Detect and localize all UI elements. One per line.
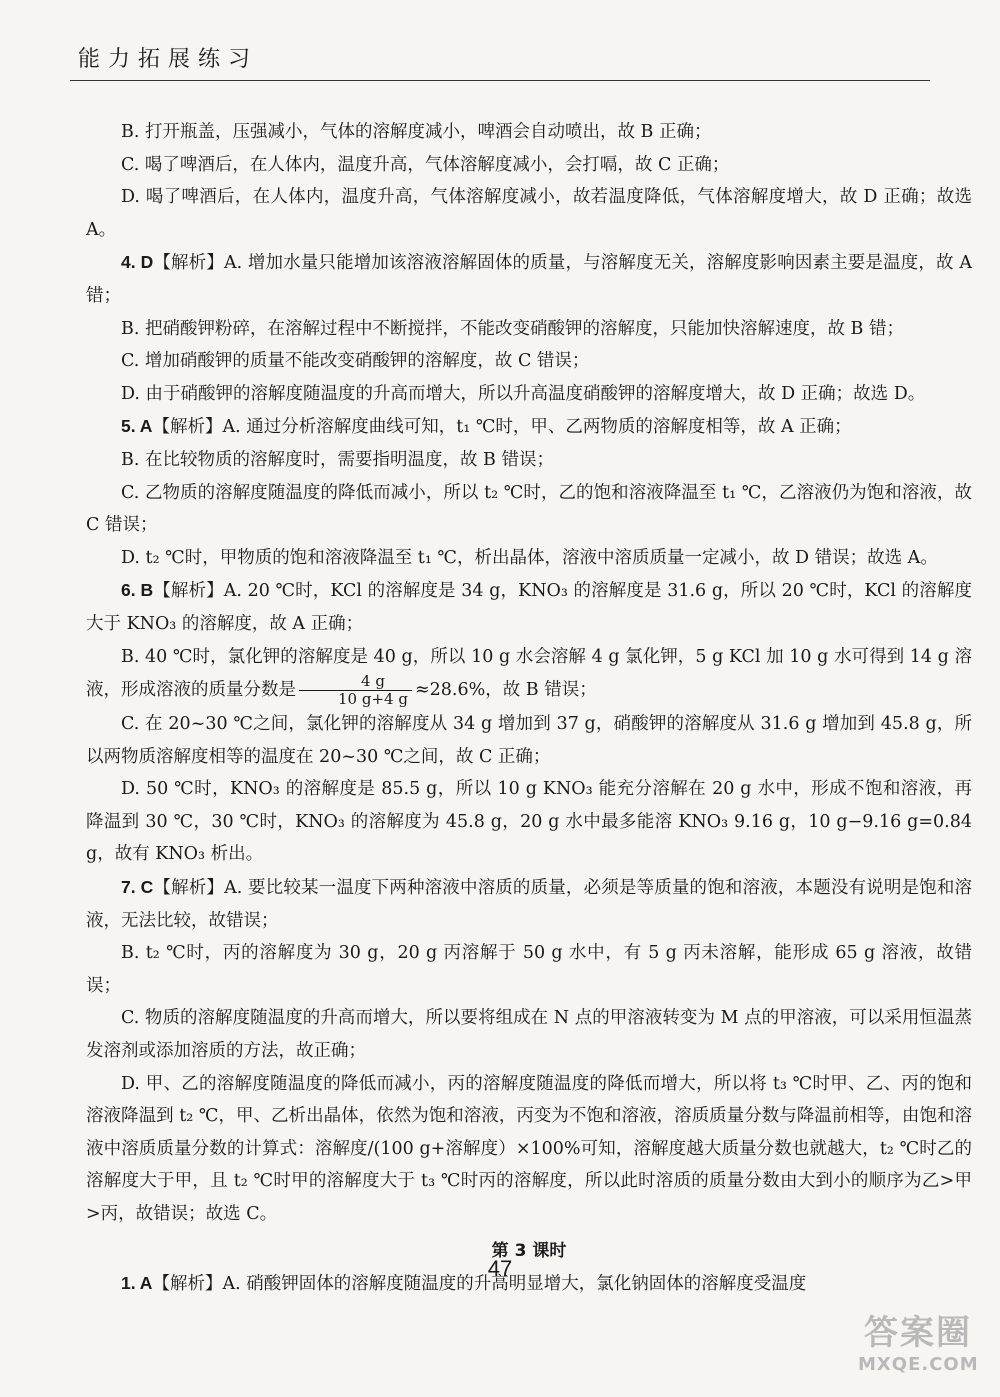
mass-fraction [299,673,412,708]
watermark-logo-text: 答案圈 [864,1313,972,1353]
question-6 [86,574,972,640]
answer-number: 6. B [121,580,154,601]
fraction-trail-text: ≈28.6%，故 B 错误； [414,680,597,701]
answer-text [86,116,972,1301]
header-divider [70,80,930,81]
analysis-text: 【解析】A. 20 ℃时，KCl 的溶解度是 34 g，KNO₃ 的溶解度是 31.6 g，所以 20 ℃时，KCl 的溶解度大于 KNO₃ 的溶解度，故 A 正确； [86,581,972,634]
answer-number: 5. A [121,416,153,437]
paragraph: D. 由于硝酸钾的溶解度随温度的升高而增大，所以升高温度硝酸钾的溶解度增大，故 D 正确；故选 D。 [121,383,926,404]
paragraph: C. 在 20~30 ℃之间，氯化钾的溶解度从 34 g 增加到 37 g，硝酸钾的溶解度从 31.6 g 增加到 45.8 g，所以两物质溶解度相等的温度在 20~30 ℃之间，故 C 正确； [86,714,972,767]
answer-number: 7. C [121,877,154,898]
watermark-logo [858,1312,978,1390]
running-header: 能力拓展练习 [78,47,259,72]
page-number: 47 [487,1256,513,1281]
fraction-lead-text: B. 40 ℃时，氯化钾的溶解度是 40 g，所以 10 g 水会溶解 4 g 氯化钾，5 g KCl 加 10 g 水可得到 14 g 溶液，形成溶液的质量分数是 [86,646,972,701]
question-7 [86,871,972,937]
paragraph: B. 打开瓶盖，压强减小，气体的溶解度减小，啤酒会自动喷出，故 B 正确； [121,122,712,142]
fraction-numerator: 4 g [299,673,412,691]
analysis-text: 【解析】A. 要比较某一温度下两种溶液中溶质的质量，必须是等质量的饱和溶液，本题没有说明是饱和溶液，无法比较，故错误； [86,878,972,931]
analysis-text: 【解析】A. 增加水量只能增加该溶液溶解固体的质量，与溶解度无关，溶解度影响因素主要是温度，故 A 错； [86,253,972,306]
fraction-denominator: 10 g+4 g [338,690,408,709]
answer-number: 4. D [121,252,154,273]
question-5 [86,410,972,444]
section-title: 第 3 课时 [491,1240,567,1261]
paragraph: D. t₂ ℃时，甲物质的饱和溶液降温至 t₁ ℃，析出晶体，溶液中溶质质量一定减小，故 D 错误；故选 A。 [121,547,938,568]
paragraph: C. 喝了啤酒后，在人体内，温度升高，气体溶解度减小，会打嗝，故 C 正确； [121,154,730,175]
paragraph: D. 50 ℃时，KNO₃ 的溶解度是 85.5 g，所以 10 g KNO₃ 能充分溶解在 20 g 水中，形成不饱和溶液，再降温到 30 ℃，30 ℃时，KNO₃ 的溶解度为 45.8 g，20 g 水中最多能溶 KNO₃ 9.16 g，10 g−9.16 g=0.84 g，故有 KNO₃ 析出。 [86,779,972,865]
paragraph: B. 在比较物质的溶解度时，需要指明温度，故 B 错误； [121,449,554,470]
paragraph: D. 甲、乙的溶解度随温度的降低而减小，丙的溶解度随温度的降低而增大，所以将 t₃ ℃时甲、乙、丙的饱和溶液降温到 t₂ ℃，甲、乙析出晶体，依然为饱和溶液，丙变为不饱和溶液，溶质质量分数与降温前相等，由饱和溶液中溶质质量分数的计算式：溶解度/(100 g+溶解度）×100%可知，溶解度越大质量分数也就越大，t₂ ℃时乙的溶解度大于甲，且 t₂ ℃时甲的溶解度大于 t₃ ℃时丙的溶解度，所以此时溶质的质量分数由大到小的顺序为乙>甲>丙，故错误；故选 C。 [86,1073,972,1224]
analysis-text: 【解析】A. 硝酸钾固体的溶解度随温度的升高明显增大，氯化钠固体的溶解度受温度 [152,1274,807,1295]
paragraph: D. 喝了啤酒后，在人体内，温度升高，气体溶解度减小，故若温度降低，气体溶解度增大，故 D 正确；故选 A。 [86,187,972,240]
paragraph: B. t₂ ℃时，丙的溶解度为 30 g，20 g 丙溶解于 50 g 水中，有 5 g 丙未溶解，能形成 65 g 溶液，故错误； [86,943,972,996]
answer-number: 1. A [121,1273,153,1294]
watermark-url: MXQE.COM [858,1354,979,1375]
paragraph: C. 物质的溶解度随温度的升高而增大，所以要将组成在 N 点的甲溶液转变为 M 点的甲溶液，可以采用恒温蒸发溶剂或添加溶质的方法，故正确； [86,1008,972,1062]
paragraph-with-fraction [86,641,972,709]
analysis-text: 【解析】A. 通过分析溶解度曲线可知，t₁ ℃时，甲、乙两物质的溶解度相等，故 A 正确； [152,417,852,438]
paragraph: C. 乙物质的溶解度随温度的降低而减小，所以 t₂ ℃时，乙的饱和溶液降温至 t₁ ℃，乙溶液仍为饱和溶液，故 C 错误； [86,482,972,536]
paragraph: B. 把硝酸钾粉碎，在溶解过程中不断搅拌，不能改变硝酸钾的溶解度，只能加快溶解速度，故 B 错； [121,318,904,339]
paragraph: C. 增加硝酸钾的质量不能改变硝酸钾的溶解度，故 C 错误； [121,351,590,372]
question-4 [86,246,972,312]
